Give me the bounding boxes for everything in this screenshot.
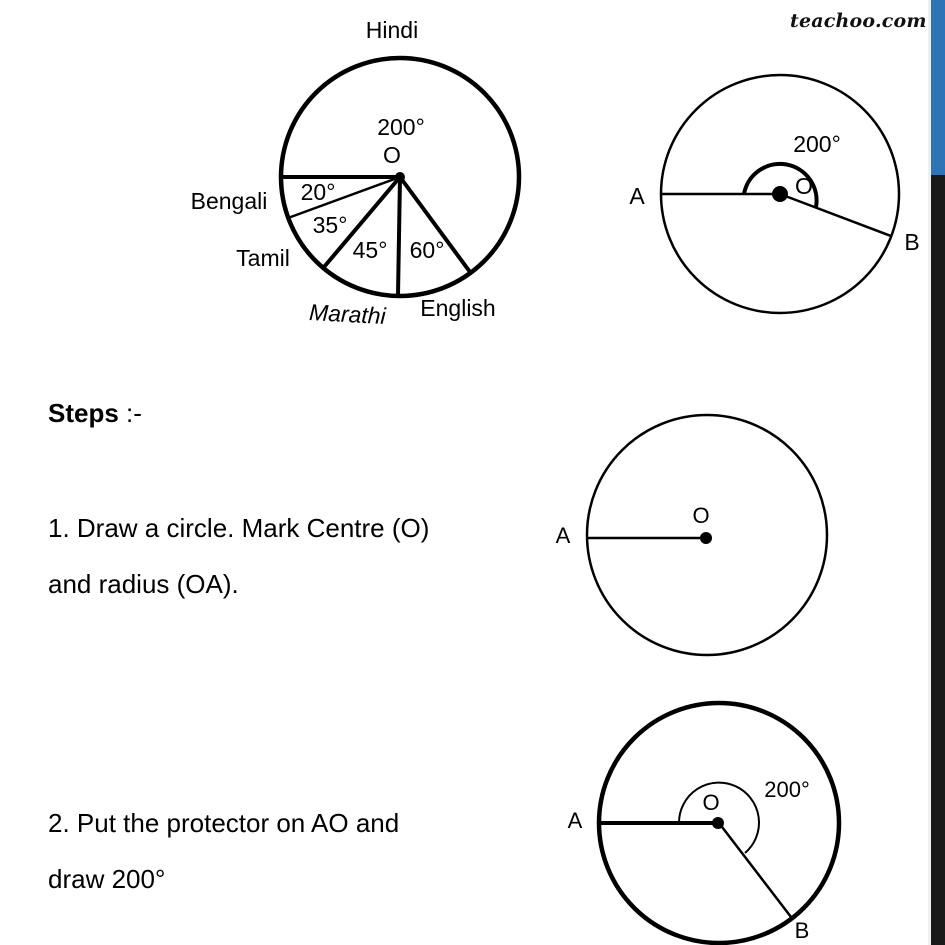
figure-200-angle-label: 200° xyxy=(793,131,841,157)
step-1-line-2: and radius (OA). xyxy=(48,569,239,599)
brand-logo: teachoo.com xyxy=(790,10,927,32)
step-2-text xyxy=(48,795,518,907)
pie-angle-english: 60° xyxy=(409,237,445,263)
step-2-line-2: draw 200° xyxy=(48,864,166,894)
figure-200-point-a: A xyxy=(629,183,645,209)
pie-angle-marathi: 45° xyxy=(352,237,388,263)
pie-label-tamil: Tamil xyxy=(236,245,290,271)
step2-angle-label: 200° xyxy=(764,777,810,802)
steps-heading-suffix: :- xyxy=(118,398,142,428)
steps-heading-bold: Steps xyxy=(48,398,119,428)
step-1-line-1: 1. Draw a circle. Mark Centre (O) xyxy=(48,513,430,543)
pie-radius-marathi-english xyxy=(398,177,400,295)
step1-point-a: A xyxy=(555,523,571,548)
pie-centre-label: O xyxy=(383,142,401,168)
figure-200-centre-dot xyxy=(772,186,788,202)
step-2-line-1: 2. Put the protector on AO and xyxy=(48,808,400,838)
figure-step2 xyxy=(568,703,839,943)
pie-centre-dot xyxy=(395,172,405,182)
pie-angle-hindi: 200° xyxy=(377,114,425,140)
figure-200-point-b: B xyxy=(904,229,920,255)
figure-step1 xyxy=(556,415,827,655)
step1-centre-dot xyxy=(700,532,712,544)
pie-label-hindi: Hindi xyxy=(365,17,419,43)
step2-point-a: A xyxy=(567,808,583,833)
figure-200-radius-ob xyxy=(780,194,891,236)
step2-centre-label: O xyxy=(702,790,720,815)
step2-radius-ob xyxy=(719,823,791,917)
figure-200-centre-label: O xyxy=(795,173,813,199)
pie-label-marathi: Marathi xyxy=(308,299,387,330)
step-1-text xyxy=(48,500,518,612)
language-pie-chart xyxy=(191,17,519,329)
pie-angle-tamil: 35° xyxy=(312,212,348,238)
step1-centre-label: O xyxy=(692,503,710,528)
pie-label-bengali: Bengali xyxy=(190,188,268,214)
step2-centre-dot xyxy=(712,817,724,829)
pie-label-english: English xyxy=(420,295,496,321)
steps-heading xyxy=(48,385,142,441)
figure-200-degree xyxy=(629,75,919,313)
step2-point-b: B xyxy=(794,918,810,943)
pie-angle-bengali: 20° xyxy=(300,179,336,205)
